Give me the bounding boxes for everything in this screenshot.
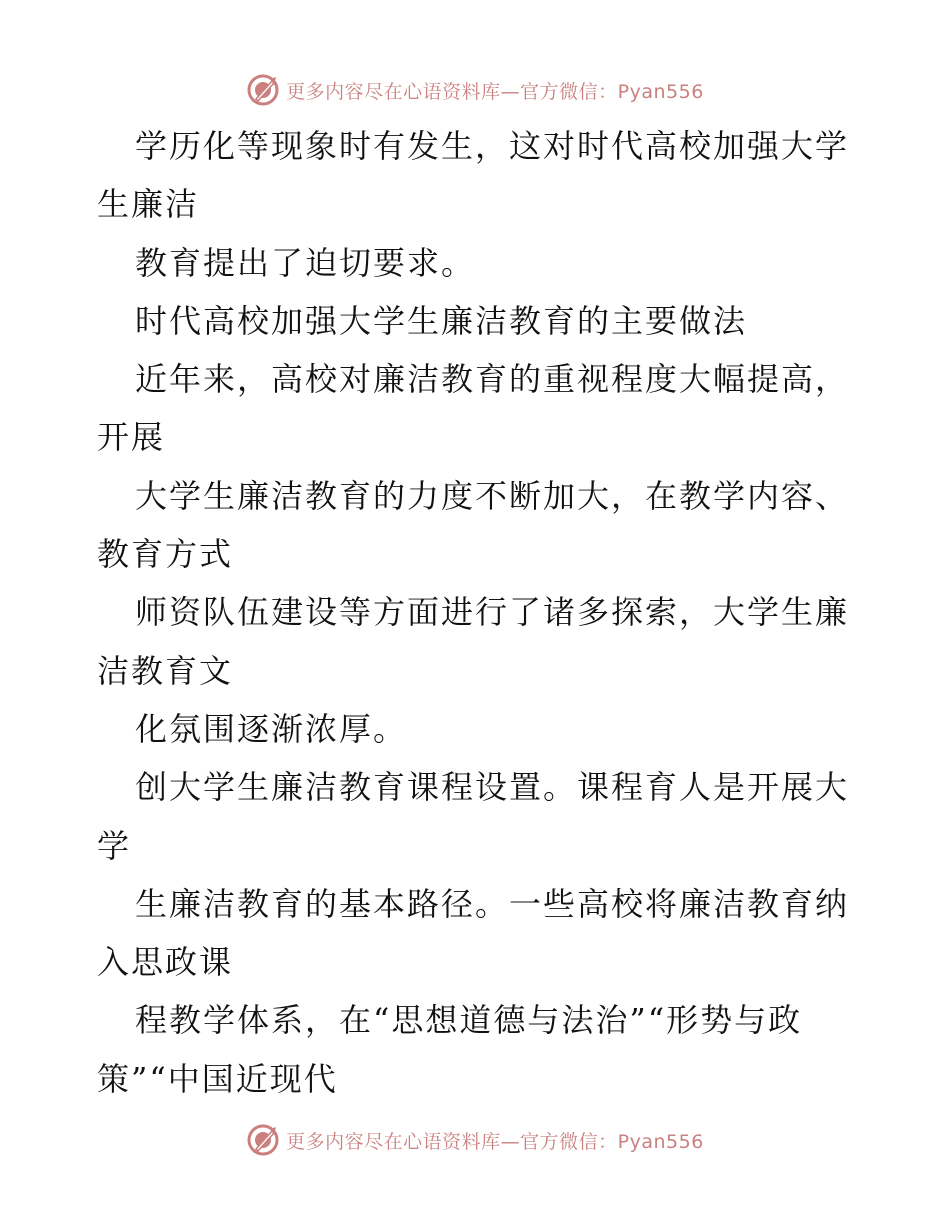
- watermark-text: 更多内容尽在心语资料库—官方微信：Pyan556: [286, 80, 704, 103]
- text-line: 创大学生廉洁教育课程设置。课程育人是开展大: [135, 768, 850, 807]
- pen-logo-icon: [246, 73, 280, 107]
- text-line: 学历化等现象时有发生，这对时代高校加强大学: [135, 127, 850, 165]
- document-body: [97, 117, 857, 1108]
- text-line: 生廉洁: [97, 185, 200, 224]
- footer-watermark: [0, 1120, 950, 1160]
- text-line: 开展: [97, 418, 166, 457]
- text-line: 大学生廉洁教育的力度不断加大，在教学内容、: [135, 476, 850, 515]
- text-line: 教育提出了迫切要求。: [135, 243, 476, 282]
- pen-logo-icon: [246, 1123, 280, 1157]
- text-line: 策”“中国近现代: [97, 1059, 338, 1098]
- text-line: 教育方式: [97, 535, 234, 574]
- text-line: 学: [97, 826, 132, 865]
- text-line: 入思政课: [97, 943, 234, 982]
- text-line: 化氛围逐渐浓厚。: [135, 709, 408, 748]
- text-line: 生廉洁教育的基本路径。一些高校将廉洁教育纳: [135, 884, 850, 923]
- text-line: 师资队伍建设等方面进行了诸多探索，大学生廉: [135, 593, 850, 632]
- text-line: 洁教育文: [97, 651, 234, 690]
- text-line: 近年来，高校对廉洁教育的重视程度大幅提高，: [135, 360, 850, 399]
- text-line: 程教学体系，在“思想道德与法治”“形势与政: [135, 1001, 803, 1040]
- header-watermark: [0, 70, 950, 110]
- watermark-text: 更多内容尽在心语资料库—官方微信：Pyan556: [286, 1130, 704, 1153]
- text-line: 时代高校加强大学生廉洁教育的主要做法: [135, 301, 748, 340]
